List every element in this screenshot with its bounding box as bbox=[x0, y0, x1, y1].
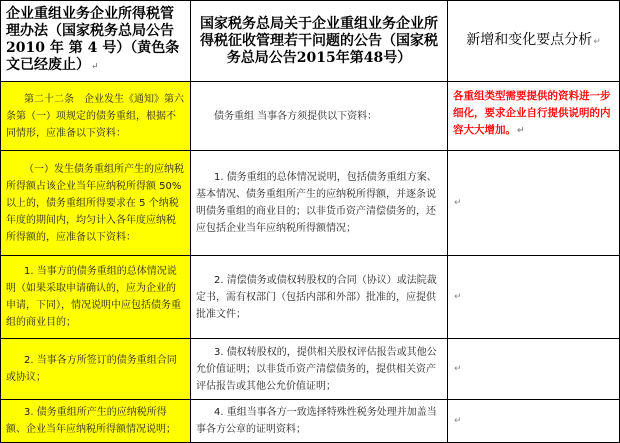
table-row bbox=[1, 151, 620, 256]
header-col-new-rules: 国家税务总局关于企业重组业务企业所得税征收管理若干问题的公告（国家税务总局公告2015年第48号） bbox=[191, 1, 448, 82]
header-row bbox=[1, 1, 620, 82]
table-row bbox=[1, 339, 620, 400]
table-row bbox=[1, 82, 620, 151]
header-col-analysis: 新增和变化要点分析↵ bbox=[448, 1, 620, 82]
table-row bbox=[1, 400, 620, 443]
old-rule-cell: 3. 债务重组所产生的应纳税所得额、企业当年应纳税所得额情况说明； bbox=[1, 400, 191, 443]
analysis-cell: ↵ bbox=[448, 151, 620, 256]
old-rule-cell: 2. 当事各方所签订的债务重组合同或协议； bbox=[1, 339, 191, 400]
old-rule-cell: 第二十二条 企业发生《通知》第六条第（一）项规定的债务重组，根据不同情形，应准备以下资料： bbox=[1, 82, 191, 151]
new-rule-cell: 1. 债务重组的总体情况说明，包括债务重组方案、基本情况、债务重组所产生的应纳税所得额，并逐条说明债务重组的商业目的；以非货币资产清偿债务的，还应包括企业当年应纳税所得额情况； bbox=[191, 151, 448, 256]
header-col-old-rules: 企业重组业务企业所得税管理办法（国家税务总局公告 2010 年 第 4 号）（黄色条文已经废止）↵ bbox=[1, 1, 191, 82]
new-rule-cell: 债务重组 当事各方须提供以下资料： bbox=[191, 82, 448, 151]
old-rule-cell: 1. 当事方的债务重组的总体情况说明（如果采取申请确认的，应为企业的申请，下同），情况说明中应包括债务重组的商业目的； bbox=[1, 256, 191, 339]
analysis-cell: ↵ bbox=[448, 256, 620, 339]
new-rule-cell: 2. 清偿债务或债权转股权的合同（协议）或法院裁定书，需有权部门（包括内部和外部）批准的，应提供批准文件； bbox=[191, 256, 448, 339]
table-row bbox=[1, 256, 620, 339]
new-rule-cell: 3. 债权转股权的，提供相关股权评估报告或其他公允价值证明；以非货币资产清偿债务的，提供相关资产评估报告或其他公允价值证明； bbox=[191, 339, 448, 400]
analysis-cell: ↵ bbox=[448, 400, 620, 443]
analysis-cell: ↵ bbox=[448, 339, 620, 400]
analysis-cell: 各重组类型需要提供的资料进一步细化，要求企业自行提供说明的内容大大增加。↵ bbox=[448, 82, 620, 151]
new-rule-cell: 4. 重组当事各方一致选择特殊性税务处理并加盖当事各方公章的证明资料； bbox=[191, 400, 448, 443]
old-rule-cell: （一）发生债务重组所产生的应纳税所得额占该企业当年应纳税所得额 50%以上的，债务重组所得要求在 5 个纳税年度的期间内，均匀计入各年度应纳税所得额的，应准备以下资料： bbox=[1, 151, 191, 256]
